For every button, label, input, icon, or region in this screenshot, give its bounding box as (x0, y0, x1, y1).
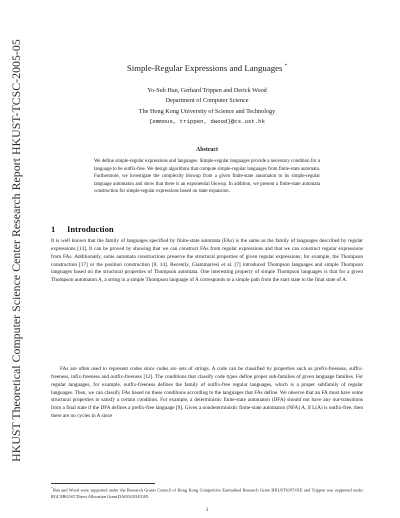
paper-title (51, 63, 363, 73)
university: The Hong Kong University of Science and Technology (138, 107, 276, 115)
section-heading (51, 224, 114, 234)
intro-paragraph-2: FAs are often used to represent codes since codes are sets of strings. A code can be classified by properties such as prefix-freeness, suffix-freeness, infix-freeness and outfix-freeness [12]. The conditions that classify code types define proper sub-families of given language families. For regular languages, for example, outfix-freeness defines the family of outfix-free regular languages, which is a proper subfamily of regular languages. Then, we can classify FAs based on these conditions according to the languages that FAs define. We observe that an FA must have some structural properties to satisfy a certain condition. For example, a deterministic finite-state automaton (DFA) should not have any out-transitions from a final state if the DFA defines a prefix-free language [9]. Given a nondeterministic finite-state automaton (NFA) A, if L(A) is outfix-free, then there are no cycles in A since (51, 366, 363, 420)
section-title: Introduction (67, 224, 114, 234)
footnote-text: Han and Wood were supported under the Research Grants Council of Hong Kong Competitive Earmarked Research Grant HKUST6197/01E and Trippen was supported under RGC/HKUST Direct Allocation Grant DAG02/03.EG05. (51, 487, 363, 499)
report-id-text: HKUST Theoretical Computer Science Center Research Report HKUST-TCSC-2005-05 (8, 38, 23, 462)
department: Department of Computer Science (165, 97, 249, 105)
author-names: Yo-Sub Han, Gerhard Trippen and Derick Wood (147, 87, 267, 94)
title-text: Simple-Regular Expressions and Languages (126, 63, 283, 73)
footnote (51, 485, 363, 500)
footnote-mark: * (51, 486, 53, 490)
abstract-body: We define simple-regular expressions and languages. Simple-regular languages provide a necessary condition for a language to be outfix-free. We design algorithms that compute simple-regular languages from finite-state automata. Furthermore, we investigate the complexity blowup from a given finite-state automaton to its simple-regular language automaton and show that there is an exponential blowup. In addition, we present a finite-state automata construction for simple-regular expressions based on state expansion. (94, 159, 320, 195)
page-number: 1 (205, 507, 209, 513)
footnote-rule (51, 483, 155, 484)
abstract-heading: Abstract (196, 147, 218, 153)
section-number: 1 (51, 224, 56, 234)
author-emails: {emmous, trippen, dwood}@cs.ust.hk (148, 118, 266, 126)
title-footnote-mark: * (284, 64, 288, 70)
intro-paragraph-1: It is well known that the family of languages specified by finite-state automata (FAs) is the same as the family of languages described by regular expressions [13]. It can be proved by showing that we can construct FAs from regular expressions and that we can construct regular expressions from FAs. Additionally, some automata constructions preserve the structural properties of given regular expressions; for example, the Thompson construction [17] or the position construction [8, 14]. Recently, Giammarresi et al. [7] introduced Thompson languages and simple Thompson languages based on the structural properties of Thompson automata. One interesting property of simple Thompson languages is that for a given Thompson automaton A, a string in a simple Thompson language of A corresponds to a simple path from the start state to the final state of A. (51, 238, 363, 284)
author-block (51, 86, 363, 128)
report-id-sidebar (10, 30, 22, 470)
